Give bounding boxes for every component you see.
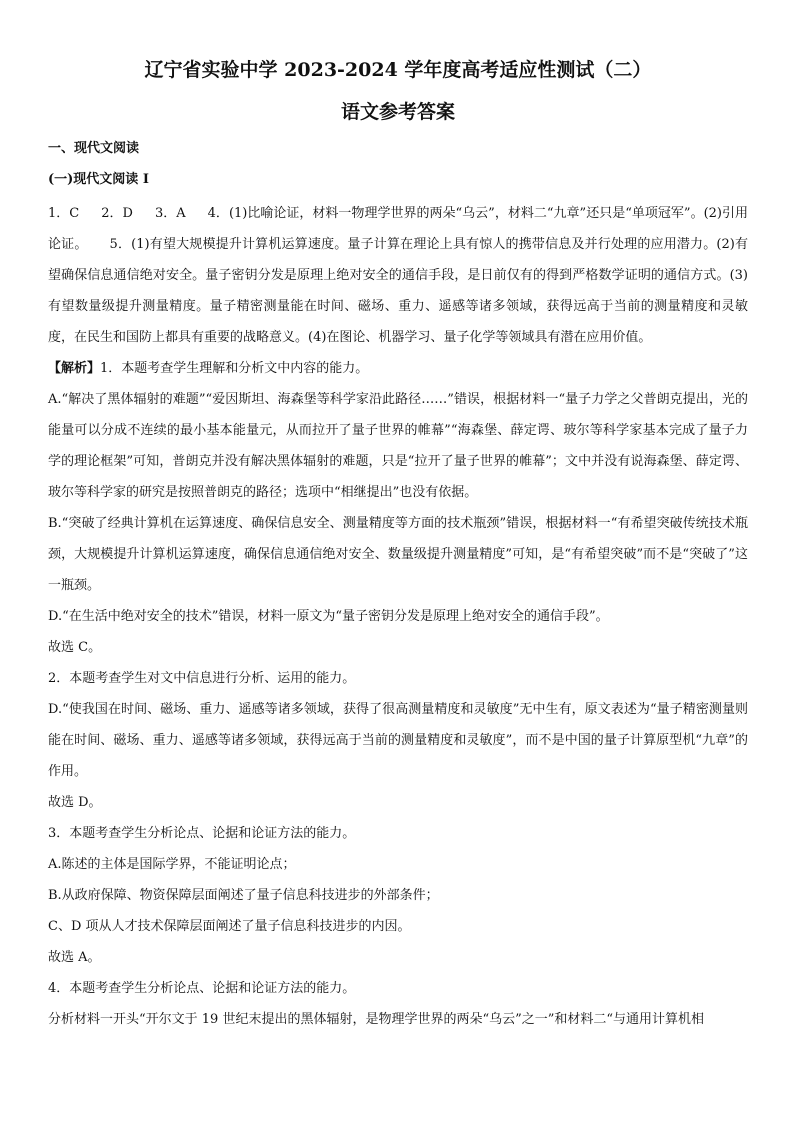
analysis-q3-intro: 3．本题考查学生分析论点、论据和论证方法的能力。 <box>48 826 356 841</box>
analysis-q4-text: 分析材料一开头“开尔文于 19 世纪末提出的黑体辐射，是物理学世界的两朵“乌云”之一”和材料二“与通用计算机相 <box>48 1012 705 1027</box>
analysis-q1-option-d: D.“在生活中绝对安全的技术”错误，材料一原文为“量子密钥分发是原理上绝对安全的通信手段”。 <box>48 609 609 624</box>
analysis-q3-option-b: B.从政府保障、物资保障层面阐述了量子信息科技进步的外部条件； <box>48 888 439 903</box>
section-heading: 一、现代文阅读 <box>48 141 140 156</box>
analysis-q3-option-a: A.陈述的主体是国际学界，不能证明论点； <box>48 857 296 872</box>
analysis-q2-choice: 故选 D。 <box>48 795 102 810</box>
analysis-q1-intro-text: 1．本题考查学生理解和分析文中内容的能力。 <box>100 361 369 376</box>
analysis-q3-choice: 故选 A。 <box>48 950 101 965</box>
analysis-q1-option-a: A.“解决了黑体辐射的难题”“爱因斯坦、海森堡等科学家沿此路径……”错误，根据材料一“量子力学之父普朗克提出，光的能量可以分成不连续的最小基本能量元，从而拉开了量子世界的帷幕”“海森堡、薛定谔、玻尔等科学家基本完成了量子力学的理论框架”可知，普朗克并没有解决黑体辐射的难题，只是“拉开了量子世界的帷幕”；文中并没有说海森堡、薛定谔、玻尔等科学家的研究是按照普朗克的路径；选项中“相继提出”也没有依据。 <box>48 392 748 500</box>
analysis-q3-option-cd: C、D 项从人才技术保障层面阐述了量子信息科技进步的内因。 <box>48 919 411 934</box>
analysis-q1-intro <box>48 353 748 384</box>
analysis-q2-intro: 2．本题考查学生对文中信息进行分析、运用的能力。 <box>48 671 356 686</box>
answer-1: 1．C <box>48 206 80 221</box>
document-subtitle: 语文参考答案 <box>340 101 455 123</box>
answer-3: 3．A <box>154 206 186 221</box>
answer-4: 4．(1)比喻论证，材料一物理学世界的两朵“乌云”，材料二“九章”还只是“单项冠军”。(2)引用论证。 <box>48 206 749 252</box>
answer-5: 5．(1)有望大规模提升计算机运算速度。量子计算在理论上具有惊人的携带信息及并行处理的应用潜力。(2)有望确保信息通信绝对安全。量子密钥分发是原理上绝对安全的通信手段，是日前仅有的得到严格数学证明的通信方式。(3)有望数量级提升测量精度。量子精密测量能在时间、磁场、重力、遥感等诸多领域，获得远高于当前的测量精度和灵敏度，在民生和国防上都具有重要的战略意义。(4)在图论、机器学习、量子化学等领域具有潜在应用价值。 <box>48 237 748 345</box>
analysis-q2-option-d: D.“使我国在时间、磁场、重力、遥感等诸多领域，获得了很高测量精度和灵敏度”无中生有，原文表述为“量子精密测量则能在时间、磁场、重力、遥感等诸多领域，获得远高于当前的测量精度和灵敏度”，而不是中国的量子计算原型机“九章”的作用。 <box>48 702 748 779</box>
answer-2: 2．D <box>101 206 133 221</box>
document-title: 辽宁省实验中学 2023-2024 学年度高考适应性测试（二） <box>144 59 652 81</box>
analysis-q1-option-b: B.“突破了经典计算机在运算速度、确保信息安全、测量精度等方面的技术瓶颈”错误，根据材料一“有希望突破传统技术瓶颈，大规模提升计算机运算速度，确保信息通信绝对安全、数量级提升测量精度”可知，是“有希望突破”而不是“突破了”这一瓶颈。 <box>48 516 748 593</box>
analysis-label: 【解析】 <box>48 361 101 376</box>
sub-section-heading: (一)现代文阅读 I <box>48 172 149 187</box>
analysis-q4-intro: 4．本题考查学生分析论点、论据和论证方法的能力。 <box>48 981 356 996</box>
analysis-q1-choice: 故选 C。 <box>48 640 102 655</box>
answers-1-4 <box>48 198 748 353</box>
